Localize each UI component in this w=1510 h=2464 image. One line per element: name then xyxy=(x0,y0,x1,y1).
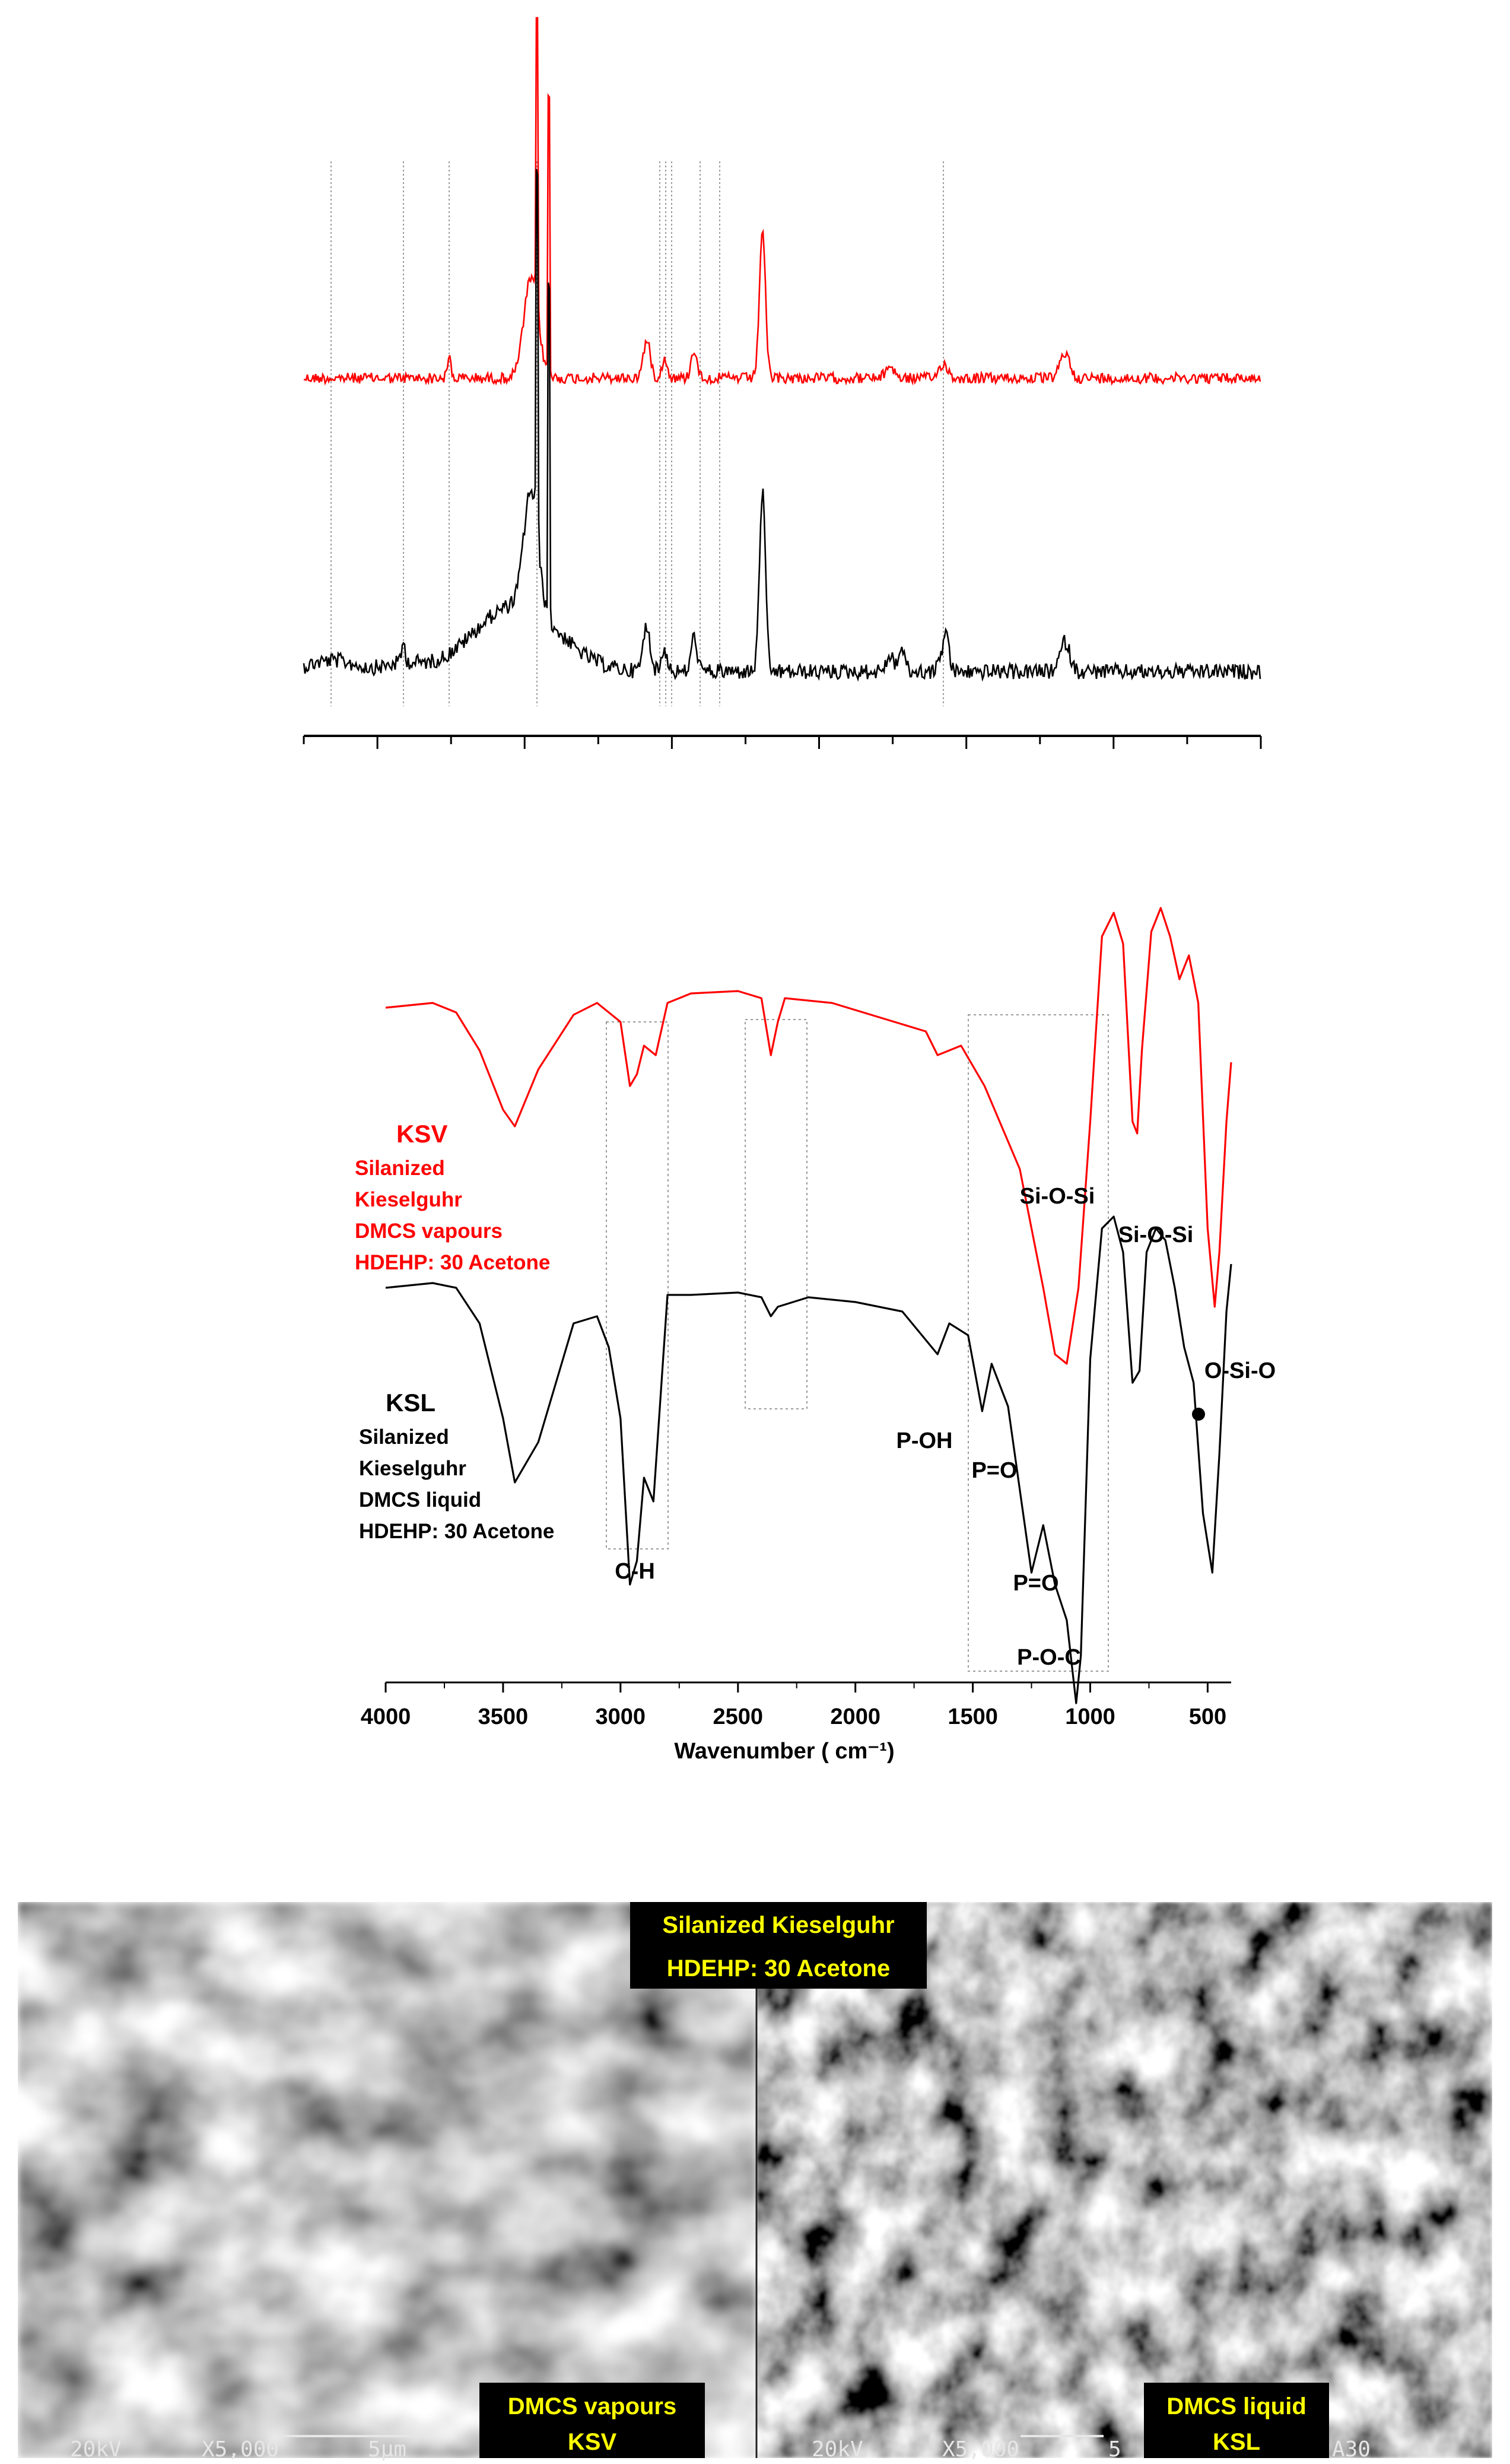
sem-left-mag: X5,000 xyxy=(202,2437,279,2462)
ftir-x-axis-title: Wavenumber ( cm⁻¹) xyxy=(674,1739,895,1764)
annotation-p-o-2: P=O xyxy=(1013,1571,1059,1596)
raman-series-red xyxy=(304,18,1260,383)
sem-header-line-2: HDEHP: 30 Acetone xyxy=(666,1955,891,1982)
ftir-spectrum-panel xyxy=(355,908,1276,1764)
raman-series-black xyxy=(304,169,1260,679)
ftir-x-tick-label: 3000 xyxy=(595,1704,646,1729)
ftir-x-tick-label: 2500 xyxy=(713,1704,764,1729)
ftir-series-ksv xyxy=(386,908,1231,1364)
annotation-si-o-si-1: Si-O-Si xyxy=(1019,1184,1095,1209)
raman-reference-lines xyxy=(331,161,943,706)
legend-ksv-line-4: HDEHP: 30 Acetone xyxy=(355,1251,551,1274)
sem-left-label-line-1: DMCS vapours xyxy=(507,2393,677,2419)
legend-ksl-line-2: Kieselguhr xyxy=(359,1457,466,1480)
sem-left-kv: 20kV xyxy=(70,2437,122,2462)
annotation-o-si-o: O-Si-O xyxy=(1204,1358,1276,1383)
sem-right-mag: X5,000 xyxy=(942,2437,1020,2462)
raman-x-ticks xyxy=(304,736,1261,749)
legend-ksl-line-1: Silanized xyxy=(359,1425,449,1449)
ftir-x-tick-label: 4000 xyxy=(360,1704,411,1729)
ftir-series-ksl xyxy=(386,1217,1231,1703)
ftir-x-tick-label: 1500 xyxy=(948,1704,998,1729)
ftir-annotations xyxy=(615,1184,1276,1670)
ch-region-box xyxy=(606,1022,668,1549)
legend-ksv-line-2: Kieselguhr xyxy=(355,1188,462,1211)
sem-left-label-line-2: KSV xyxy=(567,2429,617,2455)
sem-right-label-line-2: KSL xyxy=(1213,2429,1260,2455)
legend-ksl-title: KSL xyxy=(386,1389,435,1417)
legend-ksv-line-3: DMCS vapours xyxy=(355,1220,503,1243)
annotation-p-o-1: P=O xyxy=(971,1458,1018,1483)
co2-region-box xyxy=(745,1020,807,1409)
annotation-p-oh: P-OH xyxy=(896,1428,953,1453)
ftir-x-tick-label: 2000 xyxy=(830,1704,880,1729)
annotation-si-o-si-2: Si-O-Si xyxy=(1118,1223,1194,1247)
ftir-marker-dot xyxy=(1192,1408,1205,1421)
ftir-x-ticks xyxy=(361,1682,1226,1729)
legend-ksv-title: KSV xyxy=(396,1120,448,1148)
ftir-x-tick-label: 1000 xyxy=(1065,1704,1115,1729)
annotation-p-o-c: P-O-C xyxy=(1017,1645,1081,1670)
legend-ksl-line-3: DMCS liquid xyxy=(359,1488,482,1512)
sem-micrograph-panel xyxy=(18,1902,1492,2462)
sem-left-scale: 5μm xyxy=(368,2437,407,2462)
ftir-x-tick-label: 3500 xyxy=(478,1704,529,1729)
sem-header-line-1: Silanized Kieselguhr xyxy=(662,1912,895,1938)
raman-spectrum-panel xyxy=(304,18,1261,749)
sem-right-scale: 5 xyxy=(1108,2437,1121,2462)
annotation-c-h: C-H xyxy=(615,1559,655,1584)
legend-ksv-line-1: Silanized xyxy=(355,1157,445,1180)
sem-right-label-line-1: DMCS liquid xyxy=(1166,2393,1306,2419)
sem-right-overlay-tail: A30 xyxy=(1332,2437,1371,2462)
legend-ksl-line-4: HDEHP: 30 Acetone xyxy=(359,1520,555,1543)
ftir-x-tick-label: 500 xyxy=(1188,1704,1227,1729)
sem-right-kv: 20kV xyxy=(812,2437,863,2462)
legend-ksv xyxy=(355,1120,550,1274)
